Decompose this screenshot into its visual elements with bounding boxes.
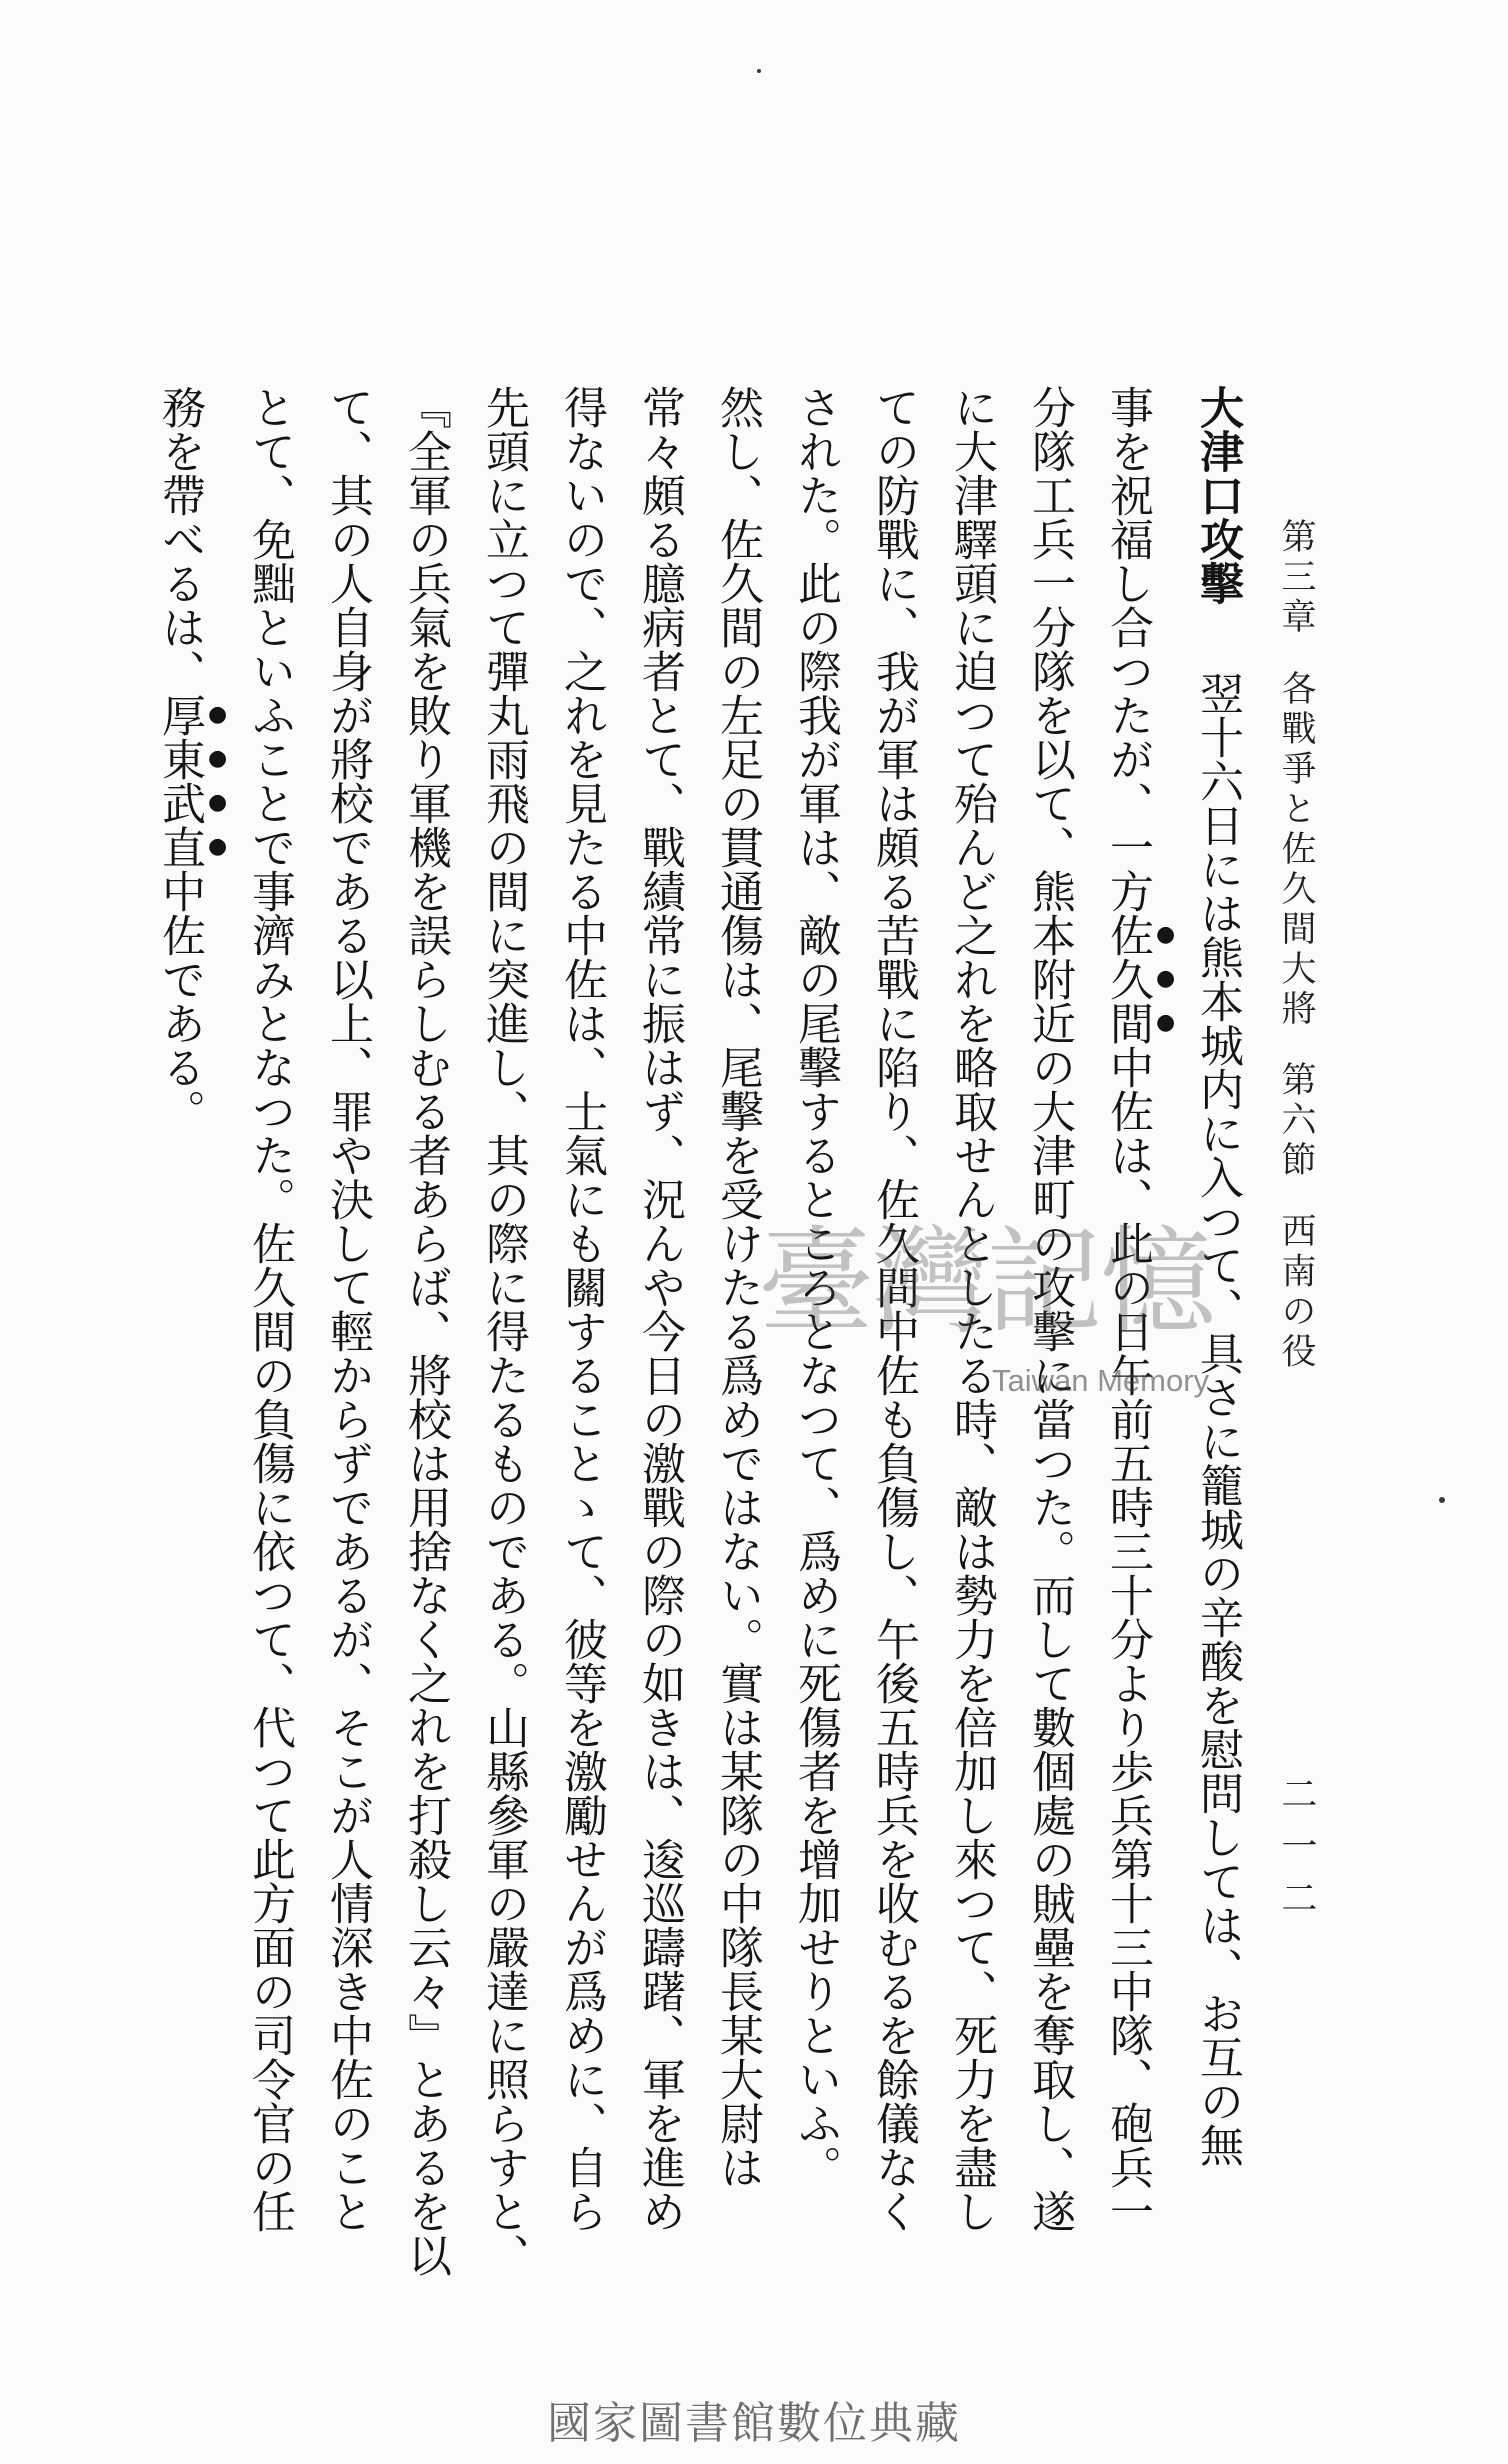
text-column-9: 得ないので、之れを見たる中佐は、士氣にも關することゝて、彼等を激勵せんが爲めに、自ら: [556, 385, 607, 2233]
chapter-title: 各戰爭と佐久間大將: [1276, 669, 1316, 1030]
text-column-3: 分隊工兵一分隊を以て、熊本附近の大津町の攻擊に當つた。而して數個處の賊壘を奪取し、遂: [1024, 385, 1075, 2233]
emphasized-name: 厚東武直: [154, 693, 205, 869]
text-column-6: された。此の際我が軍は、敵の尾擊するところとなつて、爲めに死傷者を增加せりといふ。: [790, 385, 841, 2189]
section-title: 西南の役: [1276, 1212, 1316, 1373]
text-column-12: て、其の人自身が將校である以上、罪や決して輕からずであるが、そこが人情深き中佐のこと: [322, 385, 373, 2233]
text-column-13: とて、免黜といふことで事濟みとなつた。佐久間の負傷に依つて、代つて此方面の司令官の任: [244, 385, 295, 2233]
collection-footer: 國家圖書館數位典藏: [547, 2398, 961, 2449]
running-head: [1266, 518, 1326, 1418]
text-column-4: に大津驛頭に迫つて殆んど之れを略取せんとしたる時、敵は勢力を倍加し來つて、死力を盡し: [946, 385, 997, 2233]
text-column-11: 『全軍の兵氣を敗り軍機を誤らしむる者あらば、將校は用捨なく之れを打殺し云々』とあるを以: [400, 385, 451, 2277]
text-column-10: 先頭に立つて彈丸雨飛の間に突進し、其の際に得たるものである。山縣參軍の嚴達に照らすと、: [478, 385, 529, 2277]
text-column-14: [140, 385, 230, 2285]
text-column-5: ての防戰に、我が軍は頗る苦戰に陷り、佐久間中佐も負傷し、午後五時兵を收むるを餘儀なく: [868, 385, 919, 2233]
text-column-7: 然し、佐久間の左足の貫通傷は、尾擊を受けたる爲めではない。實は某隊の中隊長某大尉は: [712, 385, 763, 2189]
section-number: 第六節: [1276, 1061, 1316, 1181]
emphasized-name: 佐久間: [1102, 913, 1153, 1045]
section-heading: 大津口攻擊: [1192, 385, 1243, 605]
scan-speck: [1439, 1497, 1445, 1503]
text-column-8: 常々頗る臆病者とて、戰績常に振はず、況んや今日の激戰の際の如きは、逡巡躊躇、軍を進め: [634, 385, 685, 2233]
watermark-subtitle: Taiwan Memory: [992, 1363, 1210, 1398]
column-text: 務を帶べるは、: [154, 385, 205, 693]
watermark-logo: 臺灣記憶: [758, 1215, 1214, 1350]
scan-speck: [757, 69, 761, 73]
column-text: 翌十六日には熊本城内に入つて、具さに籠城の辛酸を慰問しては、お互の無: [1192, 671, 1243, 2167]
column-text: 事を祝福し合つたが、一方: [1102, 385, 1153, 913]
page-number: 二一二: [1276, 1775, 1317, 1931]
chapter-number: 第三章: [1276, 518, 1316, 638]
column-text: 中佐は、此の日午前五時三十分より歩兵第十三中隊、砲兵一: [1102, 1045, 1153, 2233]
column-text: 中佐である。: [154, 869, 205, 1133]
